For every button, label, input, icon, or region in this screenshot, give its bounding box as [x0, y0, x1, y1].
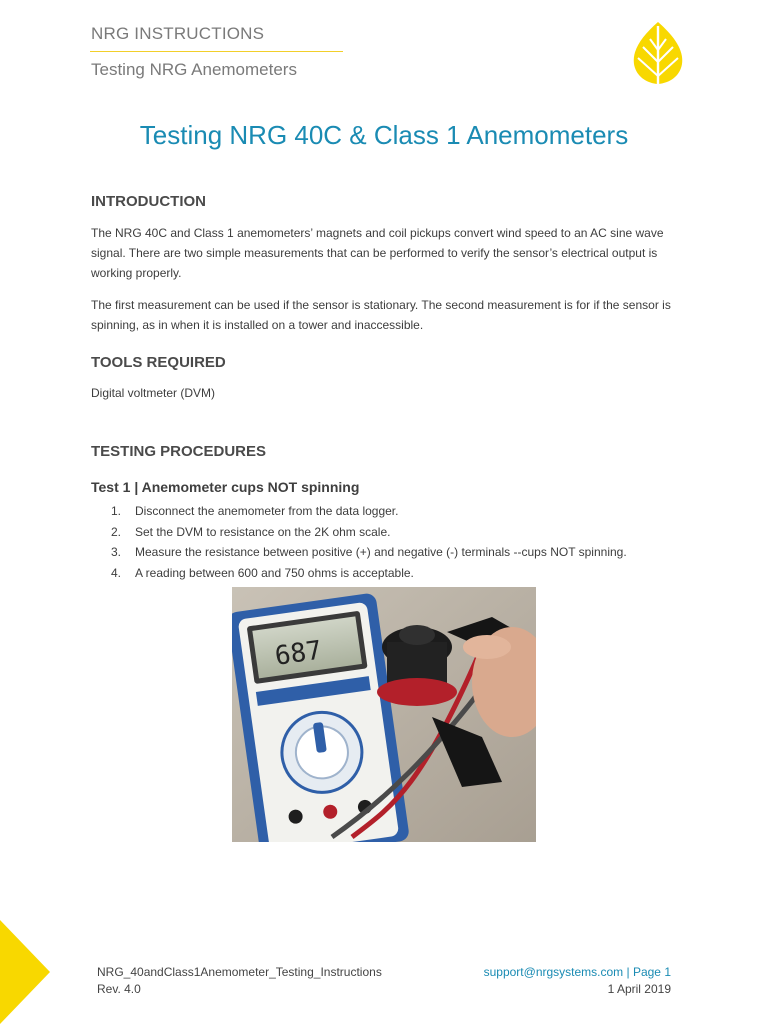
document-title: Testing NRG 40C & Class 1 Anemometers: [139, 120, 629, 150]
header-title: NRG INSTRUCTIONS: [91, 24, 265, 43]
footer-revision: Rev. 4.0: [97, 982, 141, 996]
page-number: | Page 1: [623, 965, 671, 979]
multimeter-test-photo: [232, 587, 536, 842]
header-divider: [90, 51, 343, 52]
step-number: 4.: [111, 565, 122, 580]
step-text: Set the DVM to resistance on the 2K ohm scale.: [135, 524, 391, 539]
step-number: 2.: [111, 524, 122, 539]
test1-heading: Test 1 | Anemometer cups NOT spinning: [91, 479, 360, 495]
step-number: 1.: [111, 504, 122, 518]
list-item: [91, 563, 691, 584]
introduction-paragraph-2: The first measurement can be used if the sensor is stationary. The second measurement is for if the sensor is spinning, as in when it is installed on a tower and inaccessible.: [91, 298, 671, 332]
test1-steps-list: [91, 501, 691, 583]
footer-left: [97, 964, 382, 998]
nrg-leaf-logo-icon: [630, 20, 686, 90]
step-text: A reading between 600 and 750 ohms is acceptable.: [135, 565, 414, 580]
meter-reading: 687: [273, 635, 324, 672]
testing-procedures-heading: TESTING PROCEDURES: [91, 443, 267, 460]
list-item: [91, 542, 691, 563]
step-number: 3.: [111, 545, 122, 559]
introduction-heading: INTRODUCTION: [91, 193, 206, 210]
list-item: [91, 522, 691, 543]
list-item: [91, 501, 691, 522]
introduction-paragraph-1: The NRG 40C and Class 1 anemometers’ magnets and coil pickups convert wind speed to an AC sine wave signal. There are two simple measurements that can be performed to verify the sensor’s electrical output is working properly.: [91, 226, 664, 280]
footer-right: [484, 964, 671, 998]
corner-accent-triangle: [0, 920, 50, 1024]
header-subtitle: Testing NRG Anemometers: [91, 60, 297, 79]
support-email-link[interactable]: support@nrgsystems.com: [483, 965, 624, 979]
footer-contact: [484, 964, 671, 981]
step-text: Disconnect the anemometer from the data logger.: [135, 504, 399, 518]
tools-heading: TOOLS REQUIRED: [91, 354, 226, 371]
step-text: Measure the resistance between positive (+) and negative (-) terminals --cups NOT spinning.: [135, 545, 627, 559]
footer-filename: NRG_40andClass1Anemometer_Testing_Instructions: [97, 965, 382, 979]
tools-text: Digital voltmeter (DVM): [91, 386, 216, 400]
footer-date: 1 April 2019: [607, 982, 671, 996]
